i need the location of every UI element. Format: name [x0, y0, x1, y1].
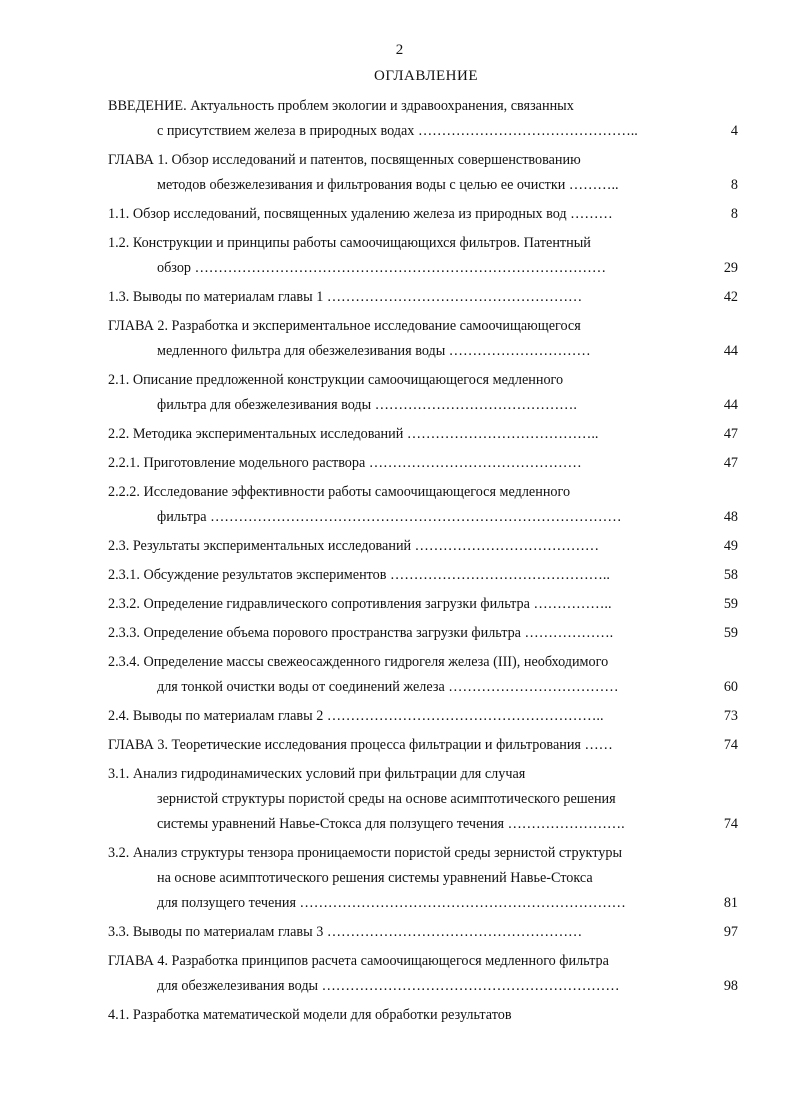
toc-entry-page: 29 [723, 260, 738, 276]
toc-entry-page: 8 [730, 177, 738, 193]
toc-entry-page: 47 [723, 455, 738, 471]
toc-entry-page: 98 [723, 978, 738, 994]
toc-entry-page: 59 [723, 596, 738, 612]
toc-entry-title: 3.1. Анализ гидродинамических условий при фильтрации для случая [108, 766, 526, 782]
toc-entry-page: 58 [723, 567, 738, 583]
toc-entry-title: 2.1. Описание предложенной конструкции самоочищающегося медленного [108, 372, 564, 388]
toc-entry-title-continued: методов обезжелезивания и фильтрования воды с целью ее очистки ……….. [157, 177, 619, 193]
toc-entry-title: 2.4. Выводы по материалам главы 2 ………………………………………………….. [108, 708, 604, 724]
toc-entry-page: 8 [730, 206, 738, 222]
page-number: 2 [395, 42, 404, 58]
toc-entry-title-continued: для тонкой очистки воды от соединений железа ……………………………… [157, 679, 619, 695]
toc-entry-title-continued: для обезжелезивания воды ……………………………………………………… [157, 978, 620, 994]
toc-entry-title-continued: с присутствием железа в природных водах ……………………………………….. [157, 123, 638, 139]
toc-entry-page: 59 [723, 625, 738, 641]
toc-entry-title-continued: системы уравнений Навье-Стокса для ползущего течения ……………………. [157, 816, 625, 832]
toc-entry-page: 97 [723, 924, 738, 940]
toc-entry-page: 44 [723, 397, 738, 413]
toc-entry-page: 4 [730, 123, 738, 139]
toc-entry-page: 44 [723, 343, 738, 359]
toc-entry-title-continued: на основе асимптотического решения системы уравнений Навье-Стокса [157, 870, 593, 886]
toc-entry-title-continued: фильтра …………………………………………………………………………… [157, 509, 622, 525]
toc-entry-title: 2.3.3. Определение объема порового пространства загрузки фильтра ………………. [108, 625, 614, 641]
toc-entry-title: 2.3.1. Обсуждение результатов экспериментов ……………………………………….. [108, 567, 610, 583]
toc-entry-title: ГЛАВА 2. Разработка и экспериментальное исследование самоочищающегося [108, 318, 581, 334]
toc-entry-title-continued: обзор …………………………………………………………………………… [157, 260, 607, 276]
toc-entry-title: 1.2. Конструкции и принципы работы самоочищающихся фильтров. Патентный [108, 235, 591, 251]
toc-entry-title: 2.2.1. Приготовление модельного раствора ……………………………………… [108, 455, 582, 471]
toc-entry-page: 74 [723, 737, 738, 753]
toc-entry-title: 1.1. Обзор исследований, посвященных удалению железа из природных вод ……… [108, 206, 613, 222]
toc-entry-title: 4.1. Разработка математической модели для обработки результатов [108, 1007, 512, 1023]
toc-entry-title: 2.3.4. Определение массы свежеосажденного гидрогеля железа (III), необходимого [108, 654, 609, 670]
toc-entry-page: 49 [723, 538, 738, 554]
toc-entry-page: 60 [723, 679, 738, 695]
toc-entry-title: 3.3. Выводы по материалам главы 3 ……………………………………………… [108, 924, 583, 940]
toc-entry-title: 2.2.2. Исследование эффективности работы самоочищающегося медленного [108, 484, 571, 500]
toc-entry-page: 81 [723, 895, 738, 911]
toc-entry-title-continued: фильтра для обезжелезивания воды ……………………………………. [157, 397, 577, 413]
toc-entry-title: 2.3. Результаты экспериментальных исследований ………………………………… [108, 538, 600, 554]
toc-entry-title: 2.2. Методика экспериментальных исследований ………………………………….. [108, 426, 599, 442]
toc-entry-title: 2.3.2. Определение гидравлического сопротивления загрузки фильтра …………….. [108, 596, 612, 612]
toc-entry-title: ГЛАВА 4. Разработка принципов расчета самоочищающегося медленного фильтра [108, 953, 609, 969]
toc-entry-title: ГЛАВА 3. Теоретические исследования процесса фильтрации и фильтрования …… [108, 737, 613, 753]
toc-entry-page: 73 [723, 708, 738, 724]
toc-entry-title: 3.2. Анализ структуры тензора проницаемости пористой среды зернистой структуры [108, 845, 622, 861]
toc-entry-title-continued: зернистой структуры пористой среды на основе асимптотического решения [157, 791, 616, 807]
toc-entry-title-continued: медленного фильтра для обезжелезивания воды ………………………… [157, 343, 591, 359]
toc-entry-page: 74 [723, 816, 738, 832]
toc-entry-page: 47 [723, 426, 738, 442]
toc-entry-title: ВВЕДЕНИЕ. Актуальность проблем экологии и здравоохранения, связанных [108, 98, 574, 114]
toc-entry-page: 48 [723, 509, 738, 525]
toc-entry-page: 42 [723, 289, 738, 305]
toc-entry-title-continued: для ползущего течения …………………………………………………………… [157, 895, 626, 911]
toc-entry-title: 1.3. Выводы по материалам главы 1 ……………………………………………… [108, 289, 583, 305]
toc-title: ОГЛАВЛЕНИЕ [374, 68, 478, 84]
toc-entry-title: ГЛАВА 1. Обзор исследований и патентов, посвященных совершенствованию [108, 152, 581, 168]
